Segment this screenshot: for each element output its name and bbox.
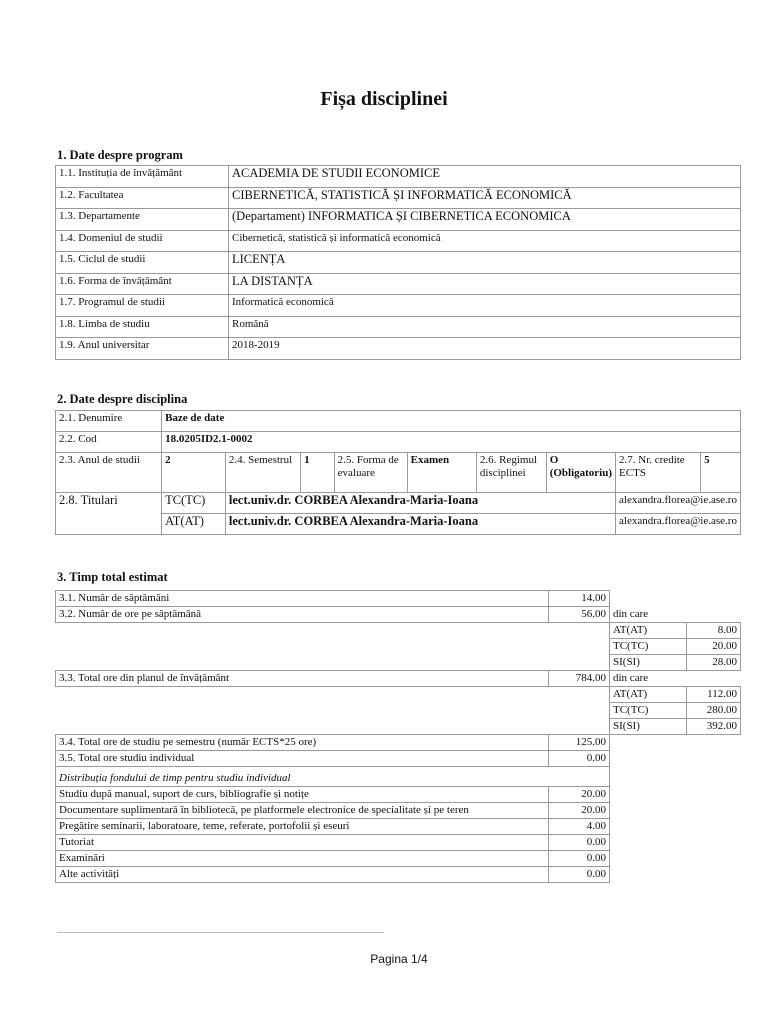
table-row — [56, 273, 741, 295]
sub-value: 112.00 — [687, 687, 741, 703]
footer-divider — [57, 932, 384, 933]
cod-value: 18.0205ID2.1-0002 — [162, 432, 741, 453]
table-row — [56, 671, 741, 687]
titular-name: lect.univ.dr. CORBEA Alexandra-Maria-Ioana — [225, 514, 615, 535]
sub-label: SI(SI) — [610, 655, 687, 671]
titular-name: lect.univ.dr. CORBEA Alexandra-Maria-Ioana — [225, 493, 615, 514]
row-label: 1.7. Programul de studii — [56, 295, 229, 317]
row-value: 20.00 — [549, 803, 610, 819]
table-row — [56, 432, 741, 453]
row-label: Documentare suplimentară în bibliotecă, pe platformele electronice de specialitate și pe teren — [56, 803, 549, 819]
table-row — [56, 767, 741, 787]
row-value: LICENȚA — [229, 252, 741, 274]
table-row — [56, 687, 741, 703]
row-value: 0.00 — [549, 867, 610, 883]
row-value: Română — [229, 316, 741, 338]
page-number: Pagina 1/4 — [370, 952, 428, 966]
row-value: 0.00 — [549, 751, 610, 767]
row-label: Examinări — [56, 851, 549, 867]
discipline-table — [55, 410, 741, 535]
row-value: (Departament) INFORMATICA ȘI CIBERNETICA ECONOMICA — [229, 209, 741, 231]
din-care-label: din care — [613, 672, 649, 684]
table-row — [56, 493, 741, 514]
titular-type: AT(AT) — [162, 514, 226, 535]
table-row — [56, 453, 741, 493]
table-row — [56, 209, 741, 231]
sub-label: AT(AT) — [610, 687, 687, 703]
row-label: 3.3. Total ore din planul de învățământ — [56, 671, 549, 687]
sub-value: 392.00 — [687, 719, 741, 735]
table-row — [56, 719, 741, 735]
row-label: Tutoriat — [56, 835, 549, 851]
row-label: 3.2. Număr de ore pe săptămână — [56, 607, 549, 623]
sem-label: 2.4. Semestrul — [225, 453, 300, 493]
denumire-label: 2.1. Denumire — [56, 411, 162, 432]
row-value: 56.00 — [549, 607, 610, 623]
credite-value: 5 — [701, 453, 741, 493]
titulari-label: 2.8. Titulari — [56, 493, 162, 535]
row-label: 1.5. Ciclul de studii — [56, 252, 229, 274]
credite-label: 2.7. Nr. credite ECTS — [616, 453, 701, 493]
forma-label: 2.5. Forma de evaluare — [334, 453, 407, 493]
titular-email: alexandra.florea@ie.ase.ro — [616, 514, 741, 535]
row-label: 3.1. Număr de săptămâni — [56, 591, 549, 607]
sub-label: TC(TC) — [610, 703, 687, 719]
table-row — [56, 803, 741, 819]
row-label: 1.8. Limba de studiu — [56, 316, 229, 338]
table-row — [56, 316, 741, 338]
titular-type: TC(TC) — [162, 493, 226, 514]
row-value: 125.00 — [549, 735, 610, 751]
row-value: Cibernetică, statistică și informatică economică — [229, 230, 741, 252]
table-row — [56, 787, 741, 803]
table-row — [56, 639, 741, 655]
table-row — [56, 607, 741, 623]
section-2-heading: 2. Date despre disciplina — [57, 392, 188, 406]
sub-value: 280.00 — [687, 703, 741, 719]
sub-value: 8.00 — [687, 623, 741, 639]
table-row — [56, 411, 741, 432]
section-1-heading: 1. Date despre program — [57, 148, 183, 162]
sub-label: AT(AT) — [610, 623, 687, 639]
table-row — [56, 252, 741, 274]
table-row — [56, 166, 741, 188]
din-care-label: din care — [613, 607, 649, 620]
row-value: 4.00 — [549, 819, 610, 835]
row-value: 2018-2019 — [229, 338, 741, 360]
row-label: Alte activități — [56, 867, 549, 883]
row-label: 1.3. Departamente — [56, 209, 229, 231]
denumire-value: Baze de date — [162, 411, 741, 432]
table-row — [56, 623, 741, 639]
row-label: Studiu după manual, suport de curs, bibliografie și notițe — [56, 787, 549, 803]
row-value: 0.00 — [549, 851, 610, 867]
row-label: 1.2. Facultatea — [56, 187, 229, 209]
row-label: 1.1. Instituția de învățământ — [56, 166, 229, 188]
regim-value: O (Obligatoriu) — [546, 453, 615, 493]
row-label: Pregătire seminarii, laboratoare, teme, referate, portofolii și eseuri — [56, 819, 549, 835]
titular-email: alexandra.florea@ie.ase.ro — [616, 493, 741, 514]
table-row — [56, 835, 741, 851]
row-label: 1.9. Anul universitar — [56, 338, 229, 360]
page-title: Fișa disciplinei — [320, 88, 448, 110]
table-row — [56, 338, 741, 360]
row-label: 3.5. Total ore studiu individual — [56, 751, 549, 767]
regim-label: 2.6. Regimul disciplinei — [476, 453, 546, 493]
table-row — [56, 867, 741, 883]
forma-value: Examen — [407, 453, 476, 493]
sub-value: 28.00 — [687, 655, 741, 671]
table-row — [56, 295, 741, 317]
program-table — [55, 165, 741, 360]
sem-value: 1 — [301, 453, 335, 493]
table-row — [56, 655, 741, 671]
row-value: LA DISTANȚA — [229, 273, 741, 295]
row-value: ACADEMIA DE STUDII ECONOMICE — [229, 166, 741, 188]
time-table — [55, 590, 741, 883]
distribution-heading: Distribuția fondului de timp pentru studiu individual — [56, 767, 610, 787]
section-3-heading: 3. Timp total estimat — [57, 570, 168, 584]
table-row — [56, 751, 741, 767]
row-value: 0.00 — [549, 835, 610, 851]
table-row — [56, 591, 741, 607]
an-label: 2.3. Anul de studii — [56, 453, 162, 493]
table-row — [56, 230, 741, 252]
row-value: 784.00 — [549, 671, 610, 687]
table-row — [56, 819, 741, 835]
row-value: CIBERNETICĂ, STATISTICĂ ȘI INFORMATICĂ ECONOMICĂ — [229, 187, 741, 209]
row-value: Informatică economică — [229, 295, 741, 317]
row-label: 1.4. Domeniul de studii — [56, 230, 229, 252]
row-value: 20.00 — [549, 787, 610, 803]
row-label: 1.6. Forma de învățământ — [56, 273, 229, 295]
sub-label: TC(TC) — [610, 639, 687, 655]
table-row — [56, 187, 741, 209]
table-row — [56, 703, 741, 719]
cod-label: 2.2. Cod — [56, 432, 162, 453]
sub-value: 20.00 — [687, 639, 741, 655]
table-row — [56, 735, 741, 751]
sub-label: SI(SI) — [610, 719, 687, 735]
row-value: 14.00 — [549, 591, 610, 607]
table-row — [56, 851, 741, 867]
an-value: 2 — [162, 453, 226, 493]
row-label: 3.4. Total ore de studiu pe semestru (număr ECTS*25 ore) — [56, 735, 549, 751]
